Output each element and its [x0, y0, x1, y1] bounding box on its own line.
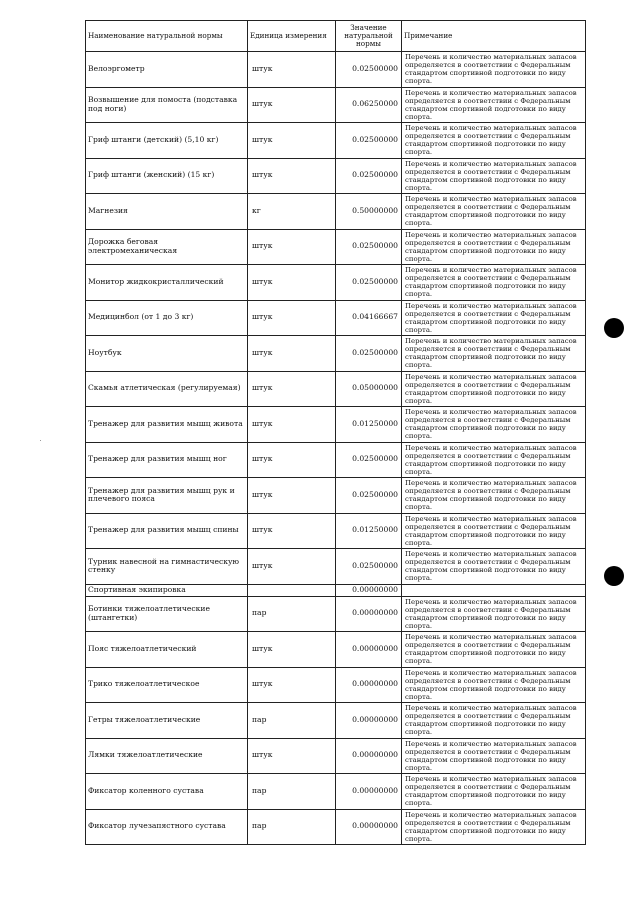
cell-name: Фиксатор коленного сустава: [86, 774, 248, 810]
cell-unit: штук: [248, 478, 336, 514]
cell-note: Перечень и количество материальных запасов определяется в соответствии с Федеральным стандартом спортивной подготовки по виду спорта.: [402, 229, 586, 265]
table-row: [86, 52, 586, 88]
cell-name: Фиксатор лучезапястного сустава: [86, 809, 248, 845]
table-row: [86, 371, 586, 407]
cell-name: Гриф штанги (детский) (5,10 кг): [86, 123, 248, 159]
cell-value: 0.02500000: [336, 336, 402, 372]
table-row: [86, 300, 586, 336]
table-row: [86, 703, 586, 739]
cell-note: Перечень и количество материальных запасов определяется в соответствии с Федеральным стандартом спортивной подготовки по виду спорта.: [402, 667, 586, 703]
table-row: [86, 336, 586, 372]
table-body: [86, 52, 586, 845]
cell-unit: штук: [248, 738, 336, 774]
cell-note: Перечень и количество материальных запасов определяется в соответствии с Федеральным стандартом спортивной подготовки по виду спорта.: [402, 809, 586, 845]
cell-unit: пар: [248, 596, 336, 632]
cell-unit: штук: [248, 549, 336, 585]
cell-name: Медицинбол (от 1 до 3 кг): [86, 300, 248, 336]
cell-note: Перечень и количество материальных запасов определяется в соответствии с Федеральным стандартом спортивной подготовки по виду спорта.: [402, 371, 586, 407]
table-row: [86, 513, 586, 549]
cell-value: 0.02500000: [336, 158, 402, 194]
table-row: [86, 123, 586, 159]
header-unit: Единица измерения: [248, 21, 336, 52]
cell-name: Тренажер для развития мышц рук и плечевого пояса: [86, 478, 248, 514]
cell-value: 0.50000000: [336, 194, 402, 230]
cell-unit: штук: [248, 123, 336, 159]
header-row: [86, 21, 586, 52]
cell-note: Перечень и количество материальных запасов определяется в соответствии с Федеральным стандартом спортивной подготовки по виду спорта.: [402, 513, 586, 549]
table-row: [86, 229, 586, 265]
cell-note: Перечень и количество материальных запасов определяется в соответствии с Федеральным стандартом спортивной подготовки по виду спорта.: [402, 774, 586, 810]
cell-note: Перечень и количество материальных запасов определяется в соответствии с Федеральным стандартом спортивной подготовки по виду спорта.: [402, 158, 586, 194]
cell-unit: штук: [248, 371, 336, 407]
cell-name: Гриф штанги (женский) (15 кг): [86, 158, 248, 194]
table-row: [86, 774, 586, 810]
cell-name: Дорожка беговая электромеханическая: [86, 229, 248, 265]
cell-note: Перечень и количество материальных запасов определяется в соответствии с Федеральным стандартом спортивной подготовки по виду спорта.: [402, 738, 586, 774]
cell-value: 0.02500000: [336, 478, 402, 514]
cell-unit: штук: [248, 52, 336, 88]
cell-note: Перечень и количество материальных запасов определяется в соответствии с Федеральным стандартом спортивной подготовки по виду спорта.: [402, 703, 586, 739]
cell-name: Тренажер для развития мышц живота: [86, 407, 248, 443]
cell-unit: пар: [248, 703, 336, 739]
cell-value: 0.04166667: [336, 300, 402, 336]
table-row: [86, 809, 586, 845]
table-row: [86, 442, 586, 478]
cell-unit: штук: [248, 336, 336, 372]
punch-hole-mark: [604, 318, 624, 338]
norms-table: [85, 20, 586, 845]
cell-name: Тренажер для развития мышц ног: [86, 442, 248, 478]
cell-note: Перечень и количество материальных запасов определяется в соответствии с Федеральным стандартом спортивной подготовки по виду спорта.: [402, 442, 586, 478]
cell-value: 0.02500000: [336, 265, 402, 301]
cell-value: 0.00000000: [336, 667, 402, 703]
cell-name: Велоэргометр: [86, 52, 248, 88]
table-row: [86, 87, 586, 123]
cell-unit: штук: [248, 407, 336, 443]
cell-note: [402, 584, 586, 596]
cell-name: Трико тяжелоатлетическое: [86, 667, 248, 703]
cell-unit: штук: [248, 158, 336, 194]
table-row: [86, 596, 586, 632]
cell-name: Ботинки тяжелоатлетические (штангетки): [86, 596, 248, 632]
table-row: [86, 265, 586, 301]
cell-note: Перечень и количество материальных запасов определяется в соответствии с Федеральным стандартом спортивной подготовки по виду спорта.: [402, 336, 586, 372]
header-note: Примечание: [402, 21, 586, 52]
cell-value: 0.00000000: [336, 584, 402, 596]
cell-value: 0.00000000: [336, 632, 402, 668]
cell-unit: штук: [248, 513, 336, 549]
cell-name: Возвышение для помоста (подставка под ноги): [86, 87, 248, 123]
cell-name: Лямки тяжелоатлетические: [86, 738, 248, 774]
punch-hole-mark: [604, 566, 624, 586]
table-row: [86, 667, 586, 703]
cell-name: Пояс тяжелоатлетический: [86, 632, 248, 668]
cell-unit: [248, 584, 336, 596]
header-value: Значение натуральной нормы: [336, 21, 402, 52]
cell-unit: кг: [248, 194, 336, 230]
cell-name: Турник навесной на гимнастическую стенку: [86, 549, 248, 585]
table-row: [86, 632, 586, 668]
table-row: [86, 158, 586, 194]
cell-value: 0.02500000: [336, 442, 402, 478]
cell-note: Перечень и количество материальных запасов определяется в соответствии с Федеральным стандартом спортивной подготовки по виду спорта.: [402, 123, 586, 159]
cell-name: Спортивная экипировка: [86, 584, 248, 596]
cell-value: 0.06250000: [336, 87, 402, 123]
cell-note: Перечень и количество материальных запасов определяется в соответствии с Федеральным стандартом спортивной подготовки по виду спорта.: [402, 549, 586, 585]
cell-note: Перечень и количество материальных запасов определяется в соответствии с Федеральным стандартом спортивной подготовки по виду спорта.: [402, 478, 586, 514]
cell-value: 0.00000000: [336, 738, 402, 774]
cell-note: Перечень и количество материальных запасов определяется в соответствии с Федеральным стандартом спортивной подготовки по виду спорта.: [402, 265, 586, 301]
cell-note: Перечень и количество материальных запасов определяется в соответствии с Федеральным стандартом спортивной подготовки по виду спорта.: [402, 194, 586, 230]
cell-value: 0.01250000: [336, 407, 402, 443]
cell-note: Перечень и количество материальных запасов определяется в соответствии с Федеральным стандартом спортивной подготовки по виду спорта.: [402, 87, 586, 123]
cell-note: Перечень и количество материальных запасов определяется в соответствии с Федеральным стандартом спортивной подготовки по виду спорта.: [402, 300, 586, 336]
cell-value: 0.00000000: [336, 809, 402, 845]
cell-value: 0.05000000: [336, 371, 402, 407]
cell-note: Перечень и количество материальных запасов определяется в соответствии с Федеральным стандартом спортивной подготовки по виду спорта.: [402, 596, 586, 632]
cell-name: Ноутбук: [86, 336, 248, 372]
cell-unit: штук: [248, 87, 336, 123]
cell-unit: штук: [248, 265, 336, 301]
table-row: [86, 478, 586, 514]
table-row: [86, 549, 586, 585]
cell-value: 0.00000000: [336, 596, 402, 632]
scan-speck: [40, 440, 41, 441]
cell-value: 0.01250000: [336, 513, 402, 549]
cell-unit: штук: [248, 300, 336, 336]
cell-unit: штук: [248, 667, 336, 703]
cell-unit: штук: [248, 632, 336, 668]
cell-value: 0.00000000: [336, 703, 402, 739]
cell-unit: пар: [248, 809, 336, 845]
cell-note: Перечень и количество материальных запасов определяется в соответствии с Федеральным стандартом спортивной подготовки по виду спорта.: [402, 407, 586, 443]
cell-name: Скамья атлетическая (регулируемая): [86, 371, 248, 407]
cell-name: Гетры тяжелоатлетические: [86, 703, 248, 739]
table-row: [86, 738, 586, 774]
cell-value: 0.02500000: [336, 52, 402, 88]
table-row: [86, 194, 586, 230]
cell-name: Тренажер для развития мышц спины: [86, 513, 248, 549]
cell-unit: пар: [248, 774, 336, 810]
cell-name: Магнезия: [86, 194, 248, 230]
cell-value: 0.00000000: [336, 774, 402, 810]
table-row: [86, 584, 586, 596]
cell-note: Перечень и количество материальных запасов определяется в соответствии с Федеральным стандартом спортивной подготовки по виду спорта.: [402, 52, 586, 88]
table-header: [86, 21, 586, 52]
cell-name: Монитор жидкокристаллический: [86, 265, 248, 301]
table-row: [86, 407, 586, 443]
cell-note: Перечень и количество материальных запасов определяется в соответствии с Федеральным стандартом спортивной подготовки по виду спорта.: [402, 632, 586, 668]
cell-value: 0.02500000: [336, 549, 402, 585]
cell-unit: штук: [248, 442, 336, 478]
cell-unit: штук: [248, 229, 336, 265]
header-name: Наименование натуральной нормы: [86, 21, 248, 52]
cell-value: 0.02500000: [336, 123, 402, 159]
cell-value: 0.02500000: [336, 229, 402, 265]
